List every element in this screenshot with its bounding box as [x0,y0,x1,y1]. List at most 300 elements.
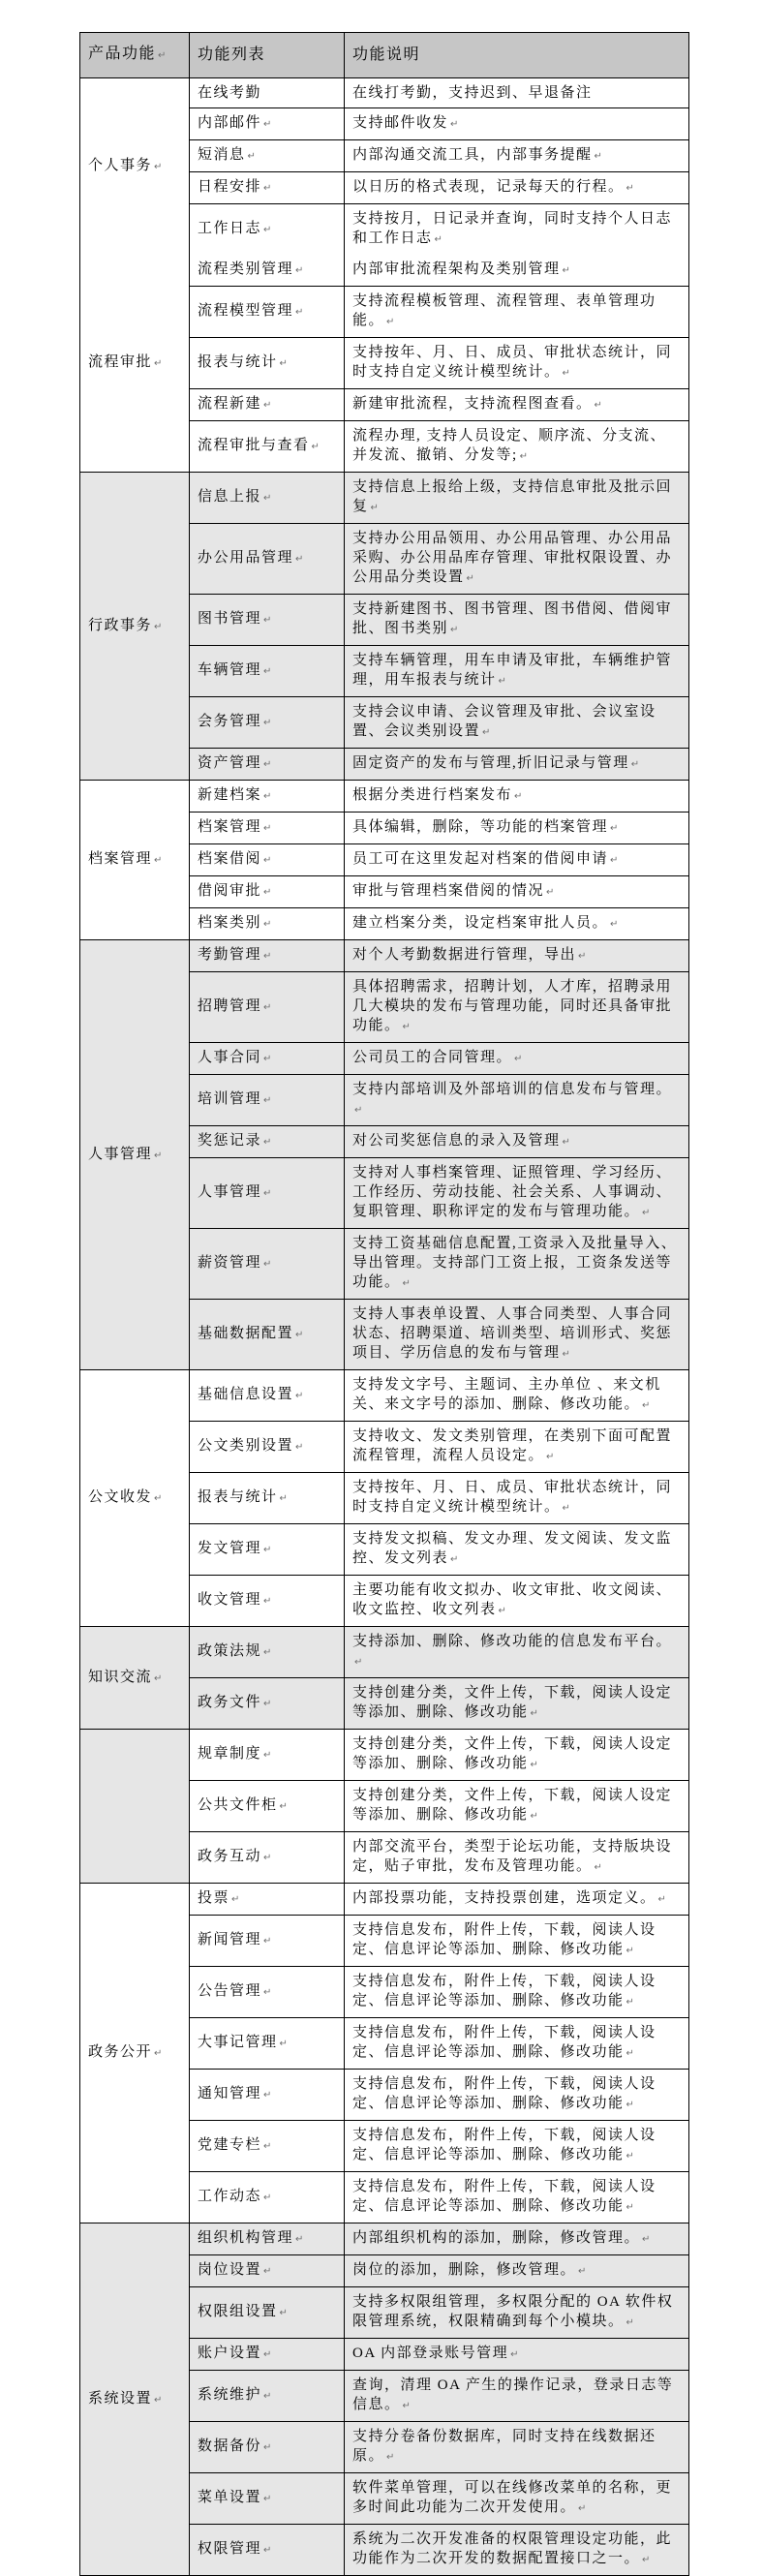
feature-description: 支持工资基础信息配置,工资录入及批量导入、导出管理。支持部门工资上报，工资条发送等功能。 ↵ [352,1236,678,1290]
description-cell [345,908,689,940]
paragraph-mark-icon: ↵ [154,2394,163,2406]
paragraph-mark-icon: ↵ [510,2349,519,2360]
section-cell [80,78,190,256]
feature-label: 规章制度 ↵ [198,1746,272,1762]
feature-description: 支持新建图书、图书管理、图书借阅、借阅审批、图书类别 ↵ [352,601,673,636]
description-cell [345,1884,689,1916]
document-page [79,32,689,2576]
feature-label: 短消息 ↵ [198,147,256,163]
feature-cell [190,255,345,287]
paragraph-mark-icon: ↵ [279,2308,288,2318]
feature-description: 支持分卷备份数据库，同时支持在线数据还原。 ↵ [352,2429,656,2464]
description-cell [345,421,689,473]
description-cell [345,595,689,646]
paragraph-mark-icon: ↵ [158,50,167,61]
feature-cell [190,2223,345,2255]
description-cell [345,1229,689,1300]
description-cell [345,338,689,389]
paragraph-mark-icon: ↵ [311,442,320,452]
description-cell [345,1370,689,1422]
feature-cell [190,2473,345,2525]
feature-label: 图书管理 ↵ [198,611,272,627]
feature-cell [190,1126,345,1158]
feature-cell [190,940,345,972]
feature-cell [190,1370,345,1422]
paragraph-mark-icon: ↵ [434,234,443,245]
feature-cell [190,2255,345,2287]
feature-description: 以日历的格式表现，记录每天的行程。 ↵ [352,179,634,195]
paragraph-mark-icon: ↵ [263,1054,272,1064]
feature-label: 在线考勤 [198,85,262,101]
paragraph-mark-icon: ↵ [530,1708,538,1719]
paragraph-mark-icon: ↵ [562,1349,570,1360]
feature-cell [190,2339,345,2371]
feature-label: 内部邮件 ↵ [198,115,272,131]
paragraph-mark-icon: ↵ [263,1647,272,1658]
feature-label: 权限管理 ↵ [198,2541,272,2557]
feature-label: 信息上报 ↵ [198,489,272,505]
feature-description: 支持发文拟稿、发文办理、发文阅读、发文监控、发文列表 ↵ [352,1531,673,1566]
feature-description: 主要功能有收文拟办、收文审批、收文阅读、收文监控、收文列表 ↵ [352,1582,673,1617]
paragraph-mark-icon: ↵ [263,2193,272,2203]
feature-label: 资产管理 ↵ [198,755,272,771]
section-cell [80,781,190,940]
description-cell [345,389,689,421]
feature-label: 奖惩记录 ↵ [198,1133,272,1149]
paragraph-mark-icon: ↵ [354,1657,363,1668]
feature-label: 报表与统计 ↵ [198,354,288,370]
feature-cell [190,1678,345,1730]
feature-description: 支持按年、月、日、成员、审批状态统计，同时支持自定义统计模型统计。 ↵ [352,1480,673,1515]
paragraph-mark-icon: ↵ [546,1452,555,1462]
description-cell [345,1730,689,1781]
section-label: 政务公开 ↵ [88,2044,163,2060]
description-cell [345,749,689,781]
paragraph-mark-icon: ↵ [263,2545,272,2556]
description-cell [345,813,689,844]
feature-description: 对公司奖惩信息的录入及管理 ↵ [352,1133,570,1149]
feature-label: 工作动态 ↵ [198,2189,272,2204]
table-row [80,2223,689,2255]
feature-cell [190,1884,345,1916]
feature-label: 投票 ↵ [198,1890,240,1906]
feature-label: 流程模型管理 ↵ [198,303,304,319]
feature-cell [190,338,345,389]
feature-description: 根据分类进行档案发布 ↵ [352,787,523,803]
feature-cell [190,697,345,749]
feature-description: 新建审批流程，支持流程图查看。 ↵ [352,396,602,412]
paragraph-mark-icon: ↵ [263,1853,272,1863]
feature-description: 支持创建分类，文件上传，下载，阅读人设定等添加、删除、修改功能 ↵ [352,1736,673,1771]
description-cell [345,2422,689,2473]
feature-label: 组织机构管理 ↵ [198,2230,304,2246]
feature-description: 支持流程模板管理、流程管理、表单管理功能。 ↵ [352,293,656,328]
table-header [80,33,689,78]
description-cell [345,2287,689,2339]
paragraph-mark-icon: ↵ [386,317,395,327]
feature-label: 借阅审批 ↵ [198,883,272,899]
paragraph-mark-icon: ↵ [295,1330,304,1340]
feature-description: 内部交流平台，类型于论坛功能，支持版块设定，贴子审批，发布及管理功能。 ↵ [352,1839,673,1874]
feature-label: 党建专栏 ↵ [198,2137,272,2153]
feature-description: 查询，清理 OA 产生的操作记录，登录日志等信息。 ↵ [352,2377,674,2412]
feature-cell [190,389,345,421]
paragraph-mark-icon: ↵ [154,621,163,632]
feature-cell [190,524,345,595]
feature-cell [190,2121,345,2172]
description-cell [345,1524,689,1576]
paragraph-mark-icon: ↵ [386,2452,395,2463]
section-cell [80,473,190,781]
description-cell [345,2525,689,2576]
feature-label: 发文管理 ↵ [198,1541,272,1556]
feature-label: 车辆管理 ↵ [198,662,272,678]
feature-description: 支持创建分类，文件上传，下载，阅读人设定等添加、删除、修改功能 ↵ [352,1685,673,1720]
product-feature-table [79,32,689,2576]
feature-description: 建立档案分类，设定档案审批人员。 ↵ [352,915,619,931]
feature-label: 岗位设置 ↵ [198,2262,272,2278]
feature-cell [190,2422,345,2473]
feature-label: 考勤管理 ↵ [198,947,272,963]
description-cell [345,1300,689,1370]
feature-cell [190,172,345,204]
description-cell [345,1126,689,1158]
description-cell [345,108,689,140]
feature-label: 办公用品管理 ↵ [198,550,304,566]
paragraph-mark-icon: ↵ [610,823,619,834]
paragraph-mark-icon: ↵ [546,887,555,898]
section-label: 公文收发 ↵ [88,1489,163,1505]
feature-cell [190,1300,345,1370]
feature-label: 流程新建 ↵ [198,396,272,412]
paragraph-mark-icon: ↵ [295,265,304,276]
description-cell [345,697,689,749]
description-cell [345,78,689,108]
feature-description: 支持信息发布，附件上传，下载，阅读人设定、信息评论等添加、删除、修改功能 ↵ [352,1922,656,1957]
feature-label: 流程类别管理 ↵ [198,261,304,277]
paragraph-mark-icon: ↵ [642,2234,651,2245]
feature-description: OA 内部登录账号管理 ↵ [352,2346,519,2361]
description-cell [345,1678,689,1730]
paragraph-mark-icon: ↵ [154,1150,163,1161]
feature-label: 薪资管理 ↵ [198,1255,272,1271]
feature-cell [190,204,345,256]
description-cell [345,473,689,524]
feature-label: 会务管理 ↵ [198,714,272,729]
feature-label: 日程安排 ↵ [198,179,272,195]
paragraph-mark-icon: ↵ [562,368,570,379]
feature-description: 内部沟通交流工具，内部事务提醒 ↵ [352,147,602,163]
feature-description: 在线打考勤，支持迟到、早退备注 [352,85,593,101]
feature-cell [190,140,345,172]
feature-label: 流程审批与查看 ↵ [198,438,320,453]
feature-label: 档案管理 ↵ [198,819,272,835]
paragraph-mark-icon: ↵ [263,2141,272,2152]
paragraph-mark-icon: ↵ [263,225,272,235]
paragraph-mark-icon: ↵ [530,1811,538,1822]
paragraph-mark-icon: ↵ [626,2151,634,2162]
feature-description: 系统为二次开发准备的权限管理设定功能，此功能作为二次开发的数据配置接口之一。 ↵ [352,2531,673,2566]
description-cell [345,2121,689,2172]
feature-cell [190,1473,345,1524]
feature-description: 支持收文、发文类别管理，在类别下面可配置流程管理，流程人员设定。 ↵ [352,1428,673,1463]
feature-description: 内部审批流程架构及类别管理 ↵ [352,261,570,277]
table-row [80,1730,689,1781]
paragraph-mark-icon: ↵ [247,151,256,162]
description-cell [345,1422,689,1473]
header-feature-list: 功能列表 [190,33,345,78]
feature-description: 对个人考勤数据进行管理，导出 ↵ [352,947,587,963]
description-cell [345,2172,689,2223]
paragraph-mark-icon: ↵ [594,1862,602,1873]
description-cell [345,1832,689,1884]
paragraph-mark-icon: ↵ [263,759,272,770]
paragraph-mark-icon: ↵ [295,554,304,565]
paragraph-mark-icon: ↵ [578,2503,587,2514]
feature-label: 报表与统计 ↵ [198,1489,288,1505]
feature-cell [190,473,345,524]
paragraph-mark-icon: ↵ [263,823,272,834]
description-cell [345,287,689,338]
description-cell [345,844,689,876]
feature-cell [190,844,345,876]
feature-description: 支持信息发布，附件上传，下载，阅读人设定、信息评论等添加、删除、修改功能 ↵ [352,2128,656,2162]
feature-description: 支持人事表单设置、人事合同类型、人事合同状态、招聘渠道、培训类型、培训形式、奖惩项目、学历信息的发布与管理 ↵ [352,1306,673,1361]
feature-description: 支持信息发布，附件上传，下载，阅读人设定、信息评论等添加、删除、修改功能 ↵ [352,2076,656,2111]
paragraph-mark-icon: ↵ [295,307,304,318]
feature-description: 支持按月，日记录并查询，同时支持个人日志和工作日志 ↵ [352,211,673,246]
feature-label: 基础信息设置 ↵ [198,1387,304,1402]
section-cell [80,1730,190,1884]
paragraph-mark-icon: ↵ [610,919,619,930]
paragraph-mark-icon: ↵ [154,162,163,172]
paragraph-mark-icon: ↵ [263,119,272,130]
paragraph-mark-icon: ↵ [370,503,379,513]
paragraph-mark-icon: ↵ [263,951,272,962]
feature-label: 大事记管理 ↵ [198,2035,288,2050]
paragraph-mark-icon: ↵ [642,1208,651,1218]
description-cell [345,524,689,595]
feature-description: 内部投票功能，支持投票创建，选项定义。 ↵ [352,1890,666,1906]
feature-cell [190,2371,345,2422]
paragraph-mark-icon: ↵ [610,855,619,866]
description-cell [345,1473,689,1524]
paragraph-mark-icon: ↵ [154,2048,163,2059]
description-cell [345,1158,689,1229]
table-row [80,78,689,108]
section-label: 个人事务 ↵ [88,158,163,173]
feature-cell [190,876,345,908]
section-label: 知识交流 ↵ [88,1669,163,1685]
paragraph-mark-icon: ↵ [498,1606,506,1616]
paragraph-mark-icon: ↵ [263,2442,272,2453]
description-cell [345,255,689,287]
paragraph-mark-icon: ↵ [450,119,459,130]
feature-description: 支持信息发布，附件上传，下载，阅读人设定、信息评论等添加、删除、修改功能 ↵ [352,2179,656,2214]
feature-cell [190,1967,345,2018]
feature-label: 新建档案 ↵ [198,787,272,803]
feature-label: 系统维护 ↵ [198,2387,272,2403]
feature-description: 支持车辆管理，用车申请及审批，车辆维护管理，用车报表与统计 ↵ [352,653,673,688]
feature-cell [190,2172,345,2223]
table-row [80,255,689,287]
description-cell [345,1627,689,1678]
feature-cell [190,287,345,338]
feature-cell [190,1229,345,1300]
description-cell [345,2339,689,2371]
feature-cell [190,1916,345,1967]
section-cell [80,255,190,473]
section-cell [80,1627,190,1730]
feature-description: 支持发文字号、主题词、主办单位 、来文机关、来文字号的添加、删除、修改功能。 ↵ [352,1377,661,1412]
feature-description: 支持添加、删除、修改功能的信息发布平台。↵ [352,1634,673,1668]
feature-label: 新闻管理 ↵ [198,1932,272,1947]
feature-description: 固定资产的发布与管理,折旧记录与管理 ↵ [352,755,640,771]
feature-description: 支持信息发布，附件上传，下载，阅读人设定、信息评论等添加、删除、修改功能 ↵ [352,1974,656,2009]
feature-description: 支持会议申请、会议管理及审批、会议室设置、会议类别设置 ↵ [352,704,656,739]
table-row [80,473,689,524]
paragraph-mark-icon: ↵ [263,493,272,504]
paragraph-mark-icon: ↵ [263,1936,272,1947]
feature-description: 内部组织机构的添加，删除，修改管理。 ↵ [352,2230,651,2246]
paragraph-mark-icon: ↵ [279,1801,288,1812]
paragraph-mark-icon: ↵ [482,727,491,738]
feature-label: 公告管理 ↵ [198,1983,272,1999]
paragraph-mark-icon: ↵ [498,676,506,687]
feature-description: 岗位的添加，删除，修改管理。 ↵ [352,2262,587,2278]
paragraph-mark-icon: ↵ [626,2048,634,2059]
feature-description: 支持邮件收发 ↵ [352,115,459,131]
paragraph-mark-icon: ↵ [642,2555,651,2565]
feature-label: 政策法规 ↵ [198,1643,272,1659]
description-cell [345,1916,689,1967]
description-cell [345,1576,689,1627]
paragraph-mark-icon: ↵ [450,625,459,635]
feature-description: 具体编辑，删除，等功能的档案管理 ↵ [352,819,619,835]
paragraph-mark-icon: ↵ [263,1095,272,1106]
feature-description: 流程办理, 支持人员设定、顺序流、分支流、并发流、撤销、分发等; ↵ [352,428,667,463]
paragraph-mark-icon: ↵ [295,1391,304,1401]
paragraph-mark-icon: ↵ [594,151,602,162]
paragraph-mark-icon: ↵ [466,573,474,584]
feature-description: 软件菜单管理，可以在线修改菜单的名称，更多时间此功能为二次开发使用。 ↵ [352,2480,673,2515]
paragraph-mark-icon: ↵ [263,2494,272,2504]
feature-label: 数据备份 ↵ [198,2438,272,2454]
feature-cell [190,781,345,813]
paragraph-mark-icon: ↵ [530,1760,538,1770]
paragraph-mark-icon: ↵ [657,1894,666,1905]
paragraph-mark-icon: ↵ [578,951,587,962]
paragraph-mark-icon: ↵ [578,2266,587,2277]
feature-cell [190,78,345,108]
feature-label: 人事合同 ↵ [198,1050,272,1065]
paragraph-mark-icon: ↵ [263,1002,272,1013]
feature-description: 公司员工的合同管理。 ↵ [352,1050,523,1065]
feature-cell [190,1832,345,1884]
description-cell [345,2223,689,2255]
feature-cell [190,972,345,1043]
paragraph-mark-icon: ↵ [514,791,523,802]
feature-cell [190,2525,345,2576]
paragraph-mark-icon: ↵ [402,1022,411,1032]
paragraph-mark-icon: ↵ [263,791,272,802]
feature-label: 通知管理 ↵ [198,2086,272,2101]
table-row [80,1370,689,1422]
paragraph-mark-icon: ↵ [263,1596,272,1607]
feature-cell [190,749,345,781]
feature-description: 审批与管理档案借阅的情况 ↵ [352,883,555,899]
paragraph-mark-icon: ↵ [263,1188,272,1199]
table-row [80,940,689,972]
paragraph-mark-icon: ↵ [154,1672,163,1684]
feature-description: 支持信息上报给上级，支持信息审批及批示回复 ↵ [352,479,673,514]
paragraph-mark-icon: ↵ [263,1137,272,1148]
feature-cell [190,595,345,646]
paragraph-mark-icon: ↵ [279,2039,288,2049]
feature-cell [190,2070,345,2121]
section-cell [80,940,190,1370]
description-cell [345,1781,689,1832]
paragraph-mark-icon: ↵ [402,1278,411,1289]
paragraph-mark-icon: ↵ [562,265,570,276]
section-label: 行政事务 ↵ [88,617,163,633]
paragraph-mark-icon: ↵ [263,400,272,411]
feature-description: 支持内部培训及外部培训的信息发布与管理。↵ [352,1082,673,1116]
description-cell [345,2473,689,2525]
feature-label: 政务互动 ↵ [198,1849,272,1864]
table-row [80,1627,689,1678]
paragraph-mark-icon: ↵ [263,1545,272,1555]
feature-cell [190,108,345,140]
paragraph-mark-icon: ↵ [263,1699,272,1709]
feature-cell [190,813,345,844]
feature-cell [190,908,345,940]
feature-label: 公文类别设置 ↵ [198,1438,304,1454]
feature-cell [190,1576,345,1627]
feature-description: 支持办公用品领用、办公用品管理、办公用品采购、办公用品库存管理、审批权限设置、办公用品分类设置 ↵ [352,531,673,585]
paragraph-mark-icon: ↵ [562,1137,570,1148]
feature-cell [190,1730,345,1781]
paragraph-mark-icon: ↵ [354,1105,363,1116]
feature-label: 招聘管理 ↵ [198,998,272,1014]
paragraph-mark-icon: ↵ [514,1054,523,1064]
paragraph-mark-icon: ↵ [402,2401,411,2411]
description-cell [345,2371,689,2422]
header-feature-description: 功能说明 [345,33,689,78]
paragraph-mark-icon: ↵ [295,2234,304,2245]
description-cell [345,172,689,204]
description-cell [345,646,689,697]
paragraph-mark-icon: ↵ [263,2090,272,2101]
description-cell [345,204,689,256]
paragraph-mark-icon: ↵ [450,1554,459,1565]
paragraph-mark-icon: ↵ [263,855,272,866]
feature-label: 档案类别 ↵ [198,915,272,931]
paragraph-mark-icon: ↵ [626,2100,634,2110]
description-cell [345,781,689,813]
feature-label: 档案借阅 ↵ [198,851,272,867]
description-cell [345,876,689,908]
paragraph-mark-icon: ↵ [154,855,163,866]
feature-label: 菜单设置 ↵ [198,2490,272,2505]
paragraph-mark-icon: ↵ [263,666,272,677]
paragraph-mark-icon: ↵ [263,615,272,626]
paragraph-mark-icon: ↵ [279,1493,288,1504]
paragraph-mark-icon: ↵ [626,2202,634,2213]
description-cell [345,2070,689,2121]
section-cell [80,1370,190,1627]
paragraph-mark-icon: ↵ [263,718,272,728]
